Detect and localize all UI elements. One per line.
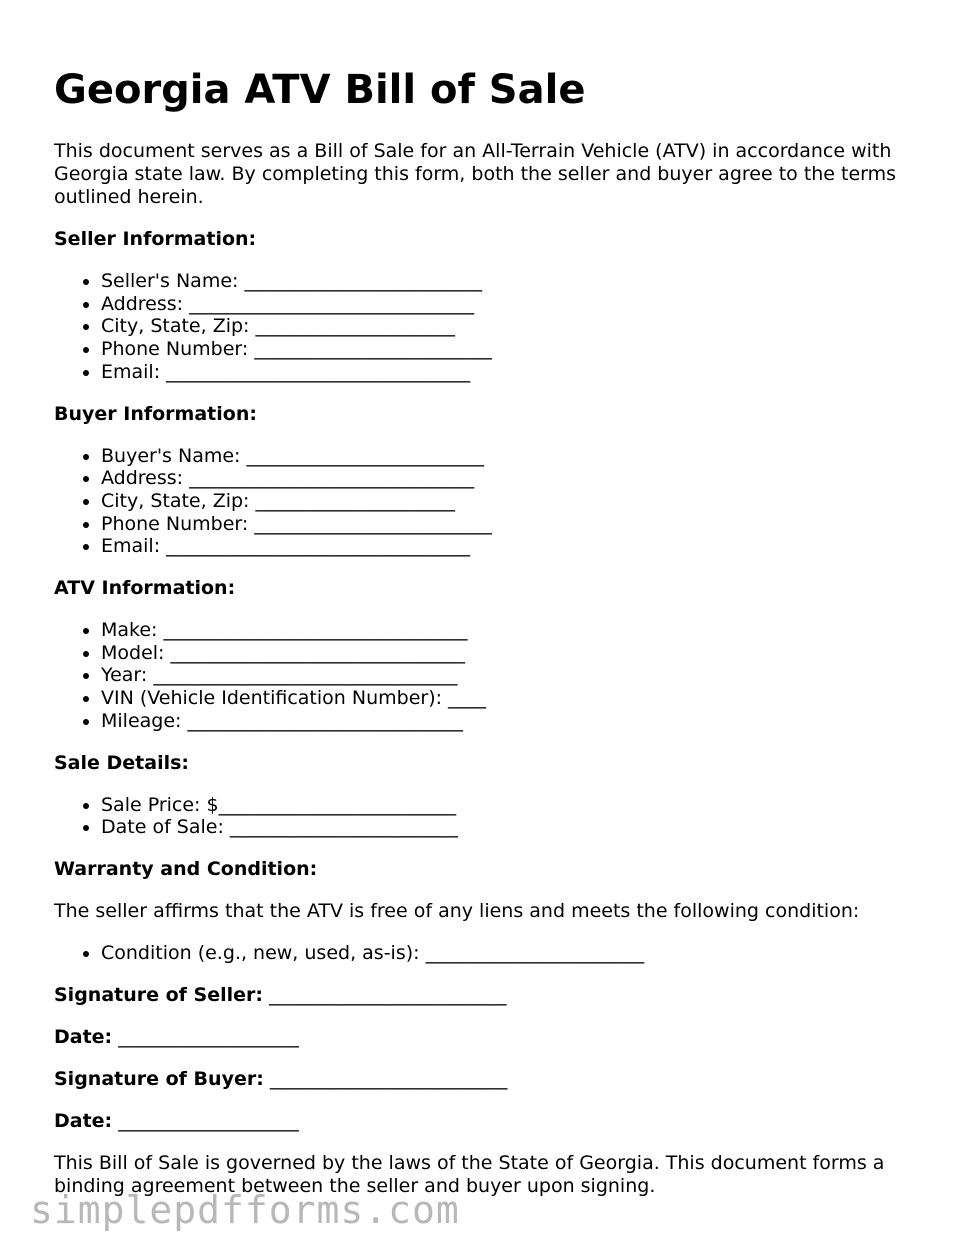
buyer-section-heading: Buyer Information: — [54, 402, 257, 425]
buyer-date-label: Date: — [54, 1109, 113, 1132]
seller-fields-list — [54, 270, 914, 384]
closing-paragraph: This Bill of Sale is governed by the laws of the State of Georgia. This document forms a binding agreement between the seller and buyer upon signing. — [54, 1151, 885, 1197]
atv-year-field[interactable]: • Year: ________________________________ — [101, 664, 914, 687]
buyer-address-field[interactable]: • Address: ______________________________ — [101, 467, 914, 490]
atv-section-heading: ATV Information: — [54, 577, 236, 600]
seller-date-label: Date: — [54, 1025, 113, 1048]
buyer-fields-list — [54, 445, 914, 559]
seller-signature-line[interactable] — [54, 984, 914, 1007]
atv-make-field[interactable]: • Make: ________________________________ — [101, 619, 914, 642]
seller-city-state-zip-field[interactable]: • City, State, Zip: _____________________ — [101, 315, 914, 338]
atv-vin-field[interactable]: • VIN (Vehicle Identification Number): ____ — [101, 687, 914, 710]
buyer-date-blank[interactable]: ___________________ — [112, 1109, 299, 1132]
seller-address-field[interactable]: • Address: ______________________________ — [101, 293, 914, 316]
warranty-text: The seller affirms that the ATV is free of any liens and meets the following condition: — [54, 899, 860, 922]
document-title: Georgia ATV Bill of Sale — [54, 67, 586, 113]
seller-date-blank[interactable]: ___________________ — [112, 1025, 299, 1048]
sale-fields-list — [54, 794, 914, 839]
buyer-signature-label: Signature of Buyer: — [54, 1067, 264, 1090]
atv-model-field[interactable]: • Model: _______________________________ — [101, 642, 914, 665]
seller-section-heading: Seller Information: — [54, 228, 257, 250]
sale-section-heading: Sale Details: — [54, 751, 190, 774]
seller-signature-label: Signature of Seller: — [54, 983, 264, 1006]
buyer-signature-line[interactable] — [54, 1068, 914, 1091]
sale-date-field[interactable]: • Date of Sale: ________________________ — [101, 816, 914, 839]
buyer-city-state-zip-field[interactable]: • City, State, Zip: _____________________ — [101, 490, 914, 513]
warranty-fields-list — [54, 942, 914, 965]
seller-phone-field[interactable]: • Phone Number: _________________________ — [101, 338, 914, 361]
buyer-name-field[interactable]: • Buyer's Name: _________________________ — [101, 445, 914, 468]
sale-price-field[interactable]: • Sale Price: $_________________________ — [101, 794, 914, 817]
condition-field[interactable]: • Condition (e.g., new, used, as-is): _______________________ — [101, 942, 914, 965]
buyer-signature-blank[interactable]: _________________________ — [263, 1067, 508, 1090]
atv-fields-list — [54, 619, 914, 733]
seller-name-field[interactable]: • Seller's Name: _________________________ — [101, 270, 914, 293]
intro-paragraph: This document serves as a Bill of Sale for an All-Terrain Vehicle (ATV) in accordance with Georgia state law. By completing this form, both the seller and buyer agree to the terms outlined herein. — [54, 140, 897, 208]
seller-date-line[interactable] — [54, 1026, 914, 1049]
document-page — [54, 64, 914, 1198]
warranty-section-heading: Warranty and Condition: — [54, 857, 318, 880]
buyer-date-line[interactable] — [54, 1110, 914, 1133]
seller-signature-blank[interactable]: _________________________ — [263, 983, 507, 1006]
seller-email-field[interactable]: • Email: ________________________________ — [101, 361, 914, 384]
watermark: simplepdfforms.com — [30, 1188, 460, 1232]
buyer-email-field[interactable]: • Email: ________________________________ — [101, 535, 914, 558]
buyer-phone-field[interactable]: • Phone Number: _________________________ — [101, 513, 914, 536]
atv-mileage-field[interactable]: • Mileage: _____________________________ — [101, 710, 914, 733]
